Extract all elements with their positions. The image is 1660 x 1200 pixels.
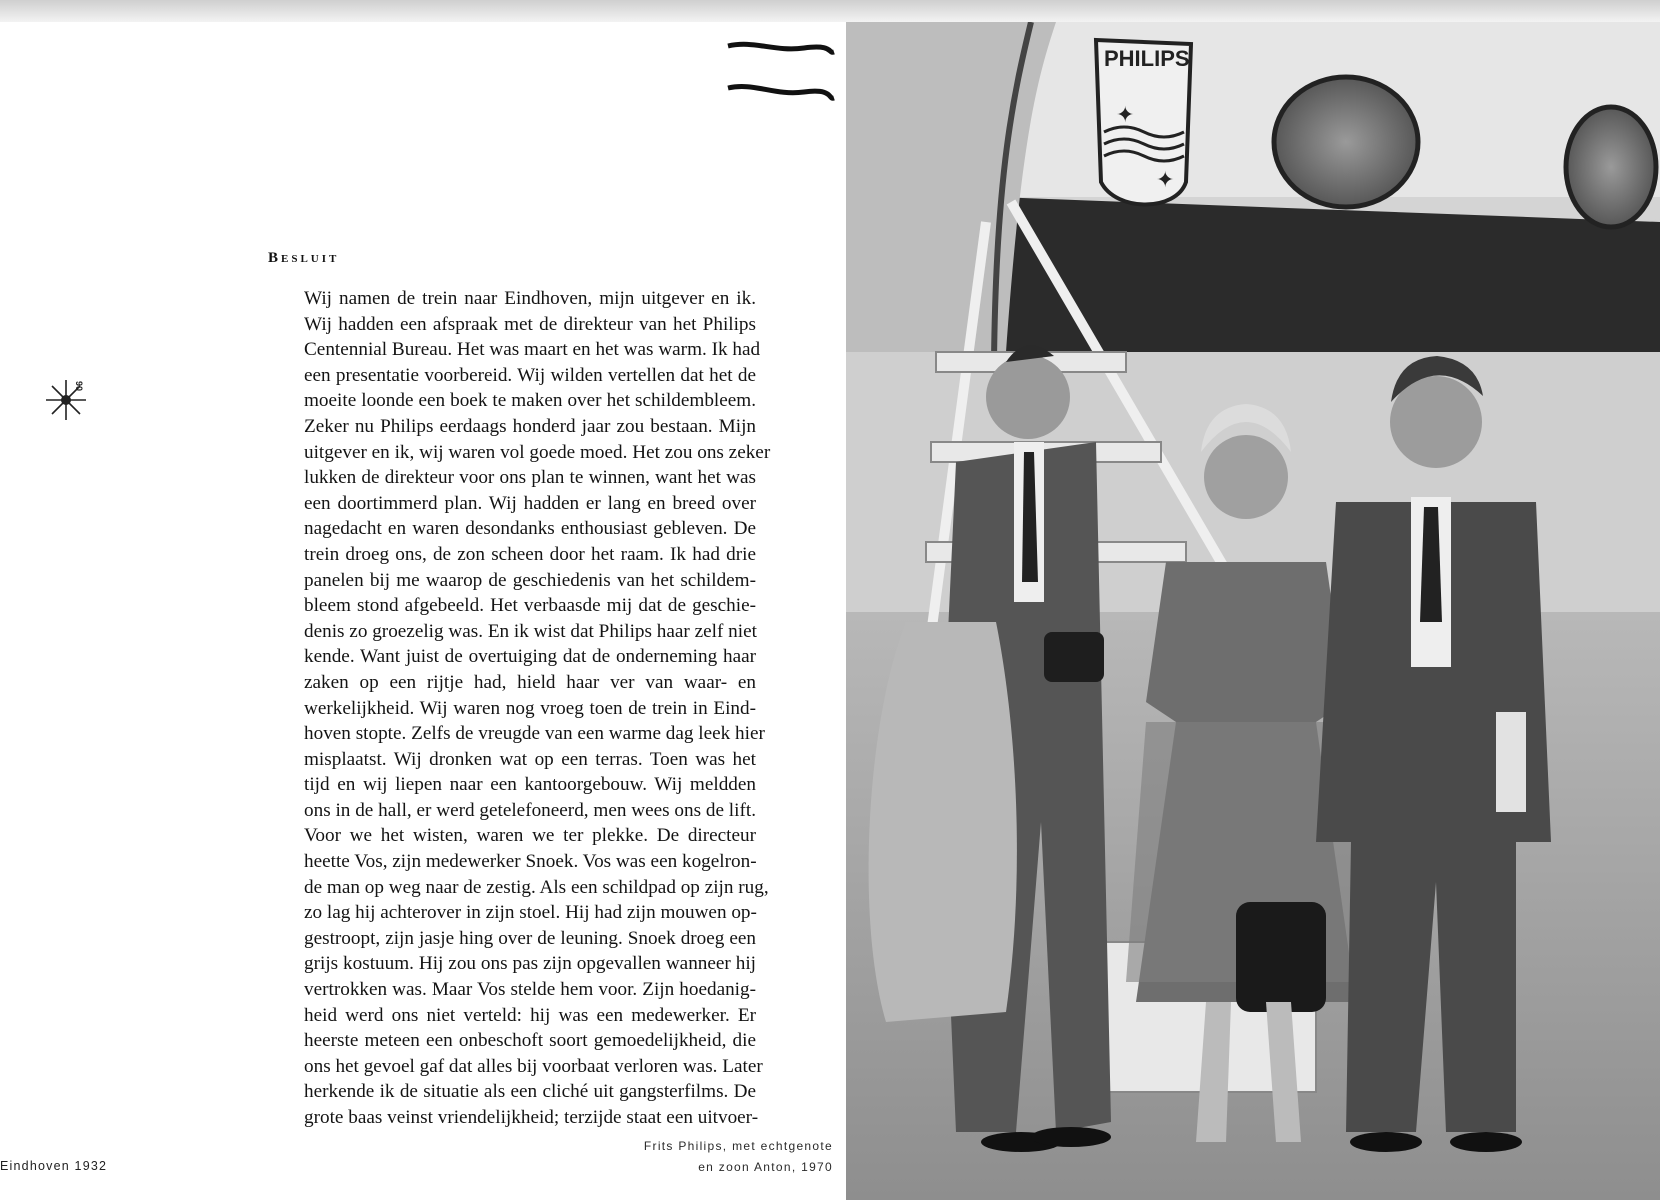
text-line: werkelijkheid. Wij waren nog vroeg toen de trein in Eind- xyxy=(304,697,756,719)
text-line: tijd en wij liepen naar een kantoorgebouw. Wij meldden xyxy=(304,774,756,796)
text-line: hoven stopte. Zelfs de vreugde van een warme dag leek hier xyxy=(304,723,765,745)
text-line: heid werd ons niet verteld: hij was een medewerker. Er xyxy=(304,1004,756,1026)
text-line: ons het gevoel gaf dat alles bij voorbaat verloren was. Later xyxy=(304,1055,763,1077)
text-line: heerste meteen een onbeschoft soort gemoedelijkheid, die xyxy=(304,1030,756,1052)
caption-line-1: Frits Philips, met echtgenote xyxy=(643,1139,833,1153)
text-line: kende. Want juist de overtuiging dat de onderneming haar xyxy=(304,646,756,668)
text-line: moeite loonde een boek te maken over het schildembleem. xyxy=(304,390,756,412)
svg-text:✦: ✦ xyxy=(1116,103,1135,128)
text-line: herkende ik de situatie als een cliché uit gangsterfilms. De xyxy=(304,1081,756,1103)
section-heading: Besluit xyxy=(268,250,340,266)
text-line: trein droeg ons, de zon scheen door het raam. Ik had drie xyxy=(304,543,756,565)
body-text xyxy=(304,286,771,1131)
text-line: panelen bij me waarop de geschiedenis van het schildem- xyxy=(304,569,756,591)
text-line: Wij hadden een afspraak met de direkteur van het Philips xyxy=(304,313,756,335)
text-line: grijs kostuum. Hij zou ons pas zijn opgevallen wanneer hij xyxy=(304,953,756,975)
photograph-illustration xyxy=(846,22,1660,1200)
text-line: denis zo groezelig was. En ik wist dat Philips haar zelf niet xyxy=(304,620,757,642)
text-line: bleem stond afgebeeld. Het verbaasde mij dat de geschie- xyxy=(304,595,756,617)
text-line: ons in de hall, er werd getelefoneerd, men wees ons de lift. xyxy=(304,799,756,821)
logo-text: PHILIPS xyxy=(1104,46,1190,71)
text-line: lukken de direkteur voor ons plan te winnen, want het was xyxy=(304,467,756,489)
text-line: Wij namen de trein naar Eindhoven, mijn uitgever en ik. xyxy=(304,288,756,309)
text-line: heette Vos, zijn medewerker Snoek. Vos was een kogelron- xyxy=(304,851,757,873)
text-line: nagedacht en waren desondanks enthousiast gebleven. De xyxy=(304,518,756,540)
text-line: uitgever en ik, wij waren vol goede moed. Het zou ons zeker xyxy=(304,441,771,463)
text-line: misplaatst. Wij dronken wat op een terras. Toen was het xyxy=(304,748,756,770)
wave-ornament xyxy=(724,36,836,106)
text-line: Zeker nu Philips eerdaags honderd jaar zou bestaan. Mijn xyxy=(304,415,756,437)
caption-line-2: en zoon Anton, 1970 xyxy=(698,1160,833,1174)
photograph xyxy=(846,22,1660,1200)
page-top-shadow xyxy=(0,0,1660,22)
text-line: Voor we het wisten, waren we ter plekke. De directeur xyxy=(304,825,756,847)
text-line: zaken op een rijtje had, hield haar ver van waar- en xyxy=(304,671,756,693)
chapter-footer: Eindhoven 1932 xyxy=(0,1159,108,1173)
text-line: Centennial Bureau. Het was maart en het was warm. Ik had xyxy=(304,339,761,361)
text-line: gestroopt, zijn jasje hing over de leuning. Snoek droeg een xyxy=(304,927,756,949)
page-number: 90 xyxy=(74,380,85,392)
text-line: een doortimmerd plan. Wij hadden er lang en breed over xyxy=(304,492,756,514)
text-line: grote baas veinst vriendelijkheid; terzijde staat een uitvoer- xyxy=(304,1107,759,1128)
svg-text:✦: ✦ xyxy=(1156,168,1175,193)
text-line: een presentatie voorbereid. Wij wilden vertellen dat het de xyxy=(304,364,756,386)
text-line: de man op weg naar de zestig. Als een schildpad op zijn rug, xyxy=(304,876,769,898)
text-line: vertrokken was. Maar Vos stelde hem voor. Zijn hoedanig- xyxy=(304,979,756,1001)
text-line: zo lag hij achterover in zijn stoel. Hij had zijn mouwen op- xyxy=(304,902,757,924)
photo-caption xyxy=(644,1136,833,1178)
